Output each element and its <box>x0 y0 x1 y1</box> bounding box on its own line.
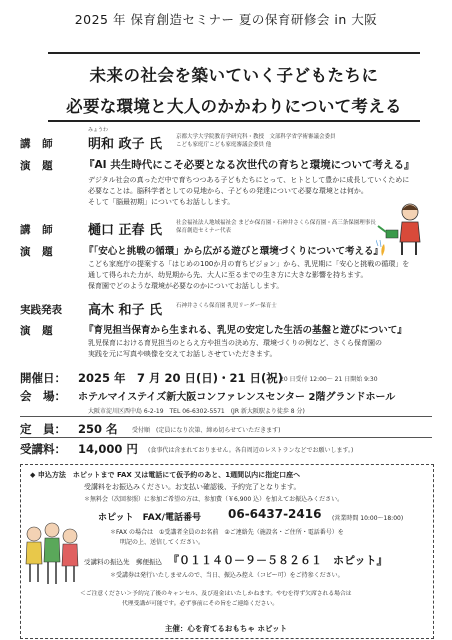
desc-2-line-1: こども家庭庁の提案する「はじめの100か月の育ちビジョン」から、乳児期に「安心と挑戦の循環」を <box>88 260 410 268</box>
venue-value: ホテルマイステイズ新大阪コンファレンスセンター 2階グランドホール <box>78 392 396 403</box>
topic-2: 『「安心と挑戦の循環」から広がる遊びと環境づくりについて考える』 <box>84 246 384 257</box>
date-value: 2025 年 7 月 20 日(日)・21 日(祝) <box>78 371 284 385</box>
capacity-note: 受付順 (定員になり次第、締め切らせていただきます) <box>132 427 281 434</box>
seminar-header: 2025 年 保育創造セミナー 夏の保育研修会 in 大阪 <box>74 12 378 27</box>
practice-label: 実践発表 <box>20 304 62 316</box>
cancel-note-2: 代理受講が可能です。必ず事前にその旨をご連絡ください。 <box>122 601 279 607</box>
topic-1: 『AI 共生時代にこそ必要となる次世代の育ちと環境について考える』 <box>84 159 415 171</box>
speaker-1-name: 明和 政子 氏 <box>88 137 163 152</box>
topic-3-label: 演 題 <box>20 325 57 337</box>
phone-label: ホピット FAX/電話番号 <box>98 513 201 523</box>
topic-1-label: 演 題 <box>20 160 57 172</box>
desc-2-line-2: 通して得られた力が、幼児期から先、大人に至るまでの生き方に大きな影響を持ちます。 <box>88 271 368 279</box>
fee-value: 14,000 円 <box>78 442 138 456</box>
bank-note: ＊受講券は発行いたしませんので、当日、振込み控え（コピー可）をご持参ください。 <box>110 572 344 579</box>
speaker-1-label: 講 師 <box>20 138 57 150</box>
business-hours: (営業時間 10:00～18:00) <box>332 515 404 522</box>
fax-note-2: 明記の上、送信してください。 <box>120 539 205 546</box>
topic-3: 『育児担当保育から生まれる、乳児の安定した生活の基盤と遊びについて』 <box>84 325 407 336</box>
desc-3-line-2: 実践を元に写真や映像を交えてお話しさせていただきます。 <box>88 350 277 358</box>
capacity-value: 250 名 <box>78 422 118 436</box>
date-label: 開催日： <box>20 371 66 385</box>
title-line-1: 未来の社会を築いていく子どもたちに <box>89 66 379 85</box>
bank-account: 『０１１４０－９－５８２６１ ホピット』 <box>168 554 388 567</box>
fee-note: (食事代は含まれておりません。各自周辺のレストランなどでお願いします。) <box>148 447 354 454</box>
speaker-2-label: 講 師 <box>20 224 57 236</box>
fax-note-1: ＊FAX の場合は ①受講者全員のお名前 ②ご連絡先（施設名・ご住所・電話番号）を <box>110 529 344 536</box>
topic-2-label: 演 題 <box>20 246 57 258</box>
apply-method: ◆ 申込方法 ホピットまで FAX 又は電話にて仮予約のあと、1週間以内に指定口座へ <box>30 471 301 479</box>
child-watering-illustration <box>376 200 438 260</box>
speaker-2-affiliation-1: 社会福祉法人地域福祉会 まどか保育園・石神井さくら保育園・高三条保園理事長 <box>176 220 376 226</box>
apply-payment: 受講料をお振込みください。お支払い確認後、予約完了となります。 <box>84 483 301 491</box>
organizer-footer: 主催：心を育てるおもちゃ ホピット <box>164 624 288 633</box>
speaker-1-affiliation-2: こども家庭庁こども家庭審議会委員 他 <box>176 142 272 148</box>
title-line-2: 必要な環境と大人のかかわりについて考える <box>66 97 402 116</box>
practice-affiliation: 石神井さくら保育園 乳児リーダー保育士 <box>176 303 277 309</box>
title-box <box>48 52 420 122</box>
desc-1-line-2: 必要なことは。脳科学者としての見地から、子どもの発達について必要な環境とは何か。 <box>88 187 368 195</box>
speaker-2-name: 樋口 正春 氏 <box>88 223 163 238</box>
venue-label: 会 場： <box>20 389 66 403</box>
bank-label: 受講料の振込先 郵便振込 <box>84 558 162 566</box>
fee-label: 受講料： <box>20 442 66 456</box>
divider-1 <box>20 416 432 417</box>
divider-2 <box>20 437 432 438</box>
desc-3-line-1: 乳児保育における育児担当のとらえ方や担当の決め方、環境づくりの例など、さくら保育園の <box>88 339 382 347</box>
children-illustration <box>22 520 82 590</box>
desc-2-line-3: 保育園でどのような環境が必要なのかについてお話しします。 <box>88 282 284 290</box>
cancel-note-1: ＜ご注意ください＞予約完了後のキャンセル、及び返金はいたしかねます。やむを得ず欠席される場合は <box>80 591 352 597</box>
date-time: 20 日受付 12:00～ 21 日開始 9:30 <box>280 376 378 383</box>
desc-1-line-1: デジタル社会の真っただ中で育ちつつある子どもたちにとって、ヒトとして豊かに成長していくために <box>88 176 410 184</box>
phone-number[interactable]: 06-6437-2416 <box>228 507 322 521</box>
speaker-2-affiliation-2: 保育創造セミナー代表 <box>176 228 232 234</box>
desc-1-line-3: そして「脳最初期」についてもお話しします。 <box>88 198 235 206</box>
venue-address: 大阪市淀川区西中島 6-2-19 TEL 06-6302-5571 (JR 新大阪駅より徒歩 8 分) <box>88 408 305 415</box>
apply-dinner-note: ＊無料会（次回参照）に参加ご希望の方は、参加費（￥6,900 込）を加えてお振込みください。 <box>84 496 344 503</box>
speaker-1-affiliation-1: 京都大学大学院教育学研究科・教授 文部科学省学術審議会委員 <box>176 134 336 140</box>
speaker-1-ruby: みょうわ <box>88 127 109 133</box>
capacity-label: 定 員： <box>20 422 66 436</box>
practice-name: 高木 和子 氏 <box>88 303 163 318</box>
